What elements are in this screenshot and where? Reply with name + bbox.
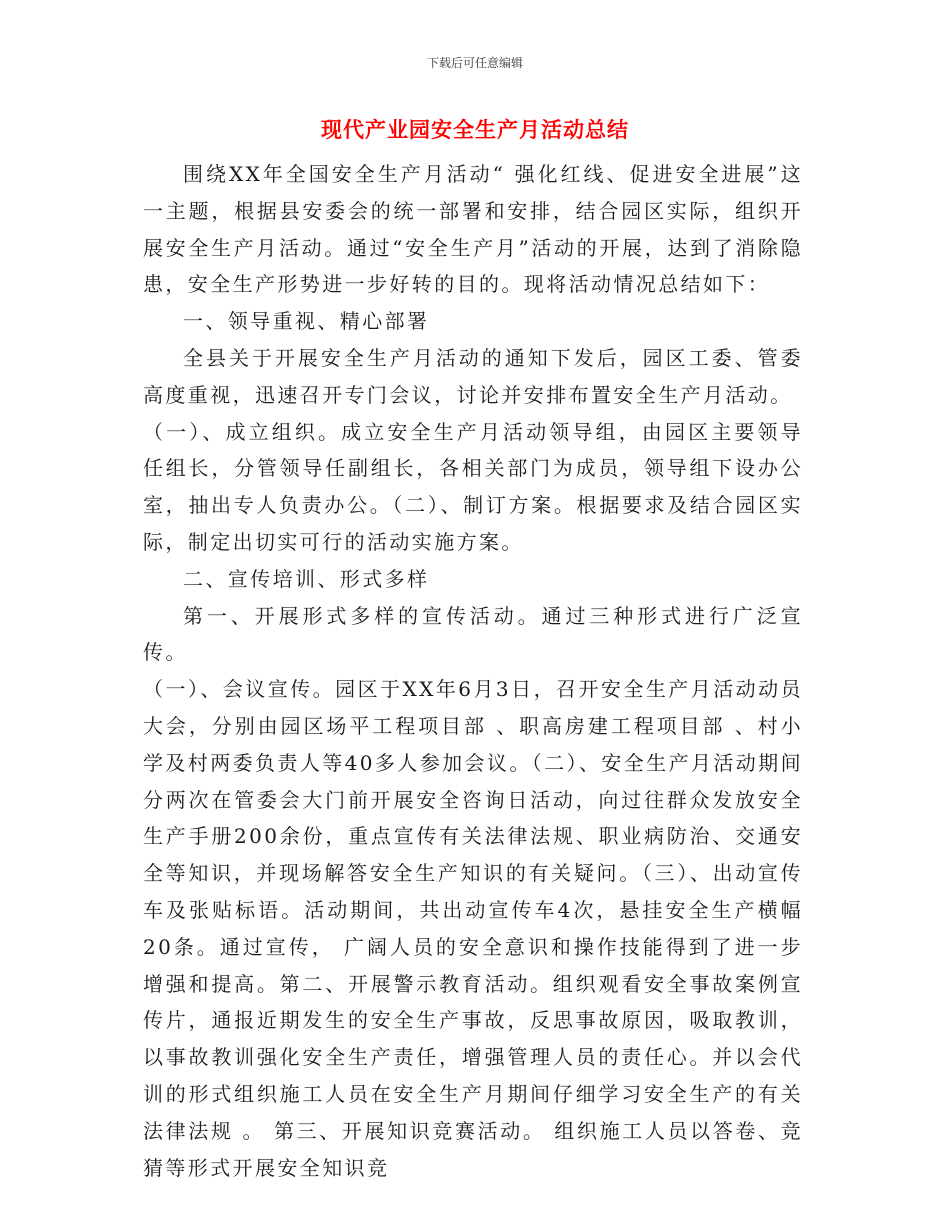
- section-heading-1: 一、领导重视、精心部署: [183, 309, 430, 334]
- section-heading-2: 二、宣传培训、形式多样: [183, 566, 430, 591]
- page-header-note: 下载后可任意编辑: [426, 56, 523, 70]
- section-2-detail-paragraph: （一）、会议宣传。园区于XX年6月3日，召开安全生产月活动动员大会，分别由园区场平工程项目部 、职高房建工程项目部 、村小学及村两委负责人等40多人参加会议。（二）、安全生产月活动期间分两次在管委会大门前开展安全咨询日活动，向过往群众发放安全生产手册200余份，重点宣传有关法律法规、职业病防治、交通安全等知识，并现场解答安全生产知识的有关疑问。（三）、出动宣传车及张贴标语。活动期间，共出动宣传车4次，悬挂安全生产横幅20条。通过宣传， 广阔人员的安全意识和操作技能得到了进一步增强和提高。第二、开展警示教育活动。组织观看安全事故案例宣传片，通报近期发生的安全生产事故，反思事故原因，吸取教训，以事故教训强化安全生产责任，增强管理人员的责任心。并以会代训的形式组织施工人员在安全生产月期间仔细学习安全生产的有关法律法规 。 第三、开展知识竞赛活动。 组织施工人员以答卷、竞猜等形式开展安全知识竞: [143, 677, 803, 1180]
- section-2-lead-paragraph: 第一、开展形式多样的宣传活动。通过三种形式进行广泛宣传。: [143, 603, 803, 665]
- document-title: 现代产业园安全生产月活动总结: [321, 117, 629, 142]
- intro-paragraph: 围绕XX年全国安全生产月活动“ 强化红线、促进安全进展”这一主题，根据县安委会的统一部署和安排，结合园区实际，组织开展安全生产月活动。通过“安全生产月”活动的开展，达到了消除隐患，安全生产形势进一步好转的目的。现将活动情况总结如下：: [143, 162, 803, 297]
- document-body: [143, 156, 803, 1186]
- section-1-items-paragraph: （一）、成立组织。成立安全生产月活动领导组，由园区主要领导任组长，分管领导任副组长，各相关部门为成员，领导组下设办公室，抽出专人负责办公。（二）、制订方案。根据要求及结合园区实际，制定出切实可行的活动实施方案。: [143, 419, 803, 554]
- section-1-paragraph: 全县关于开展安全生产月活动的通知下发后，园区工委、管委高度重视，迅速召开专门会议，讨论并安排布置安全生产月活动。: [143, 345, 803, 407]
